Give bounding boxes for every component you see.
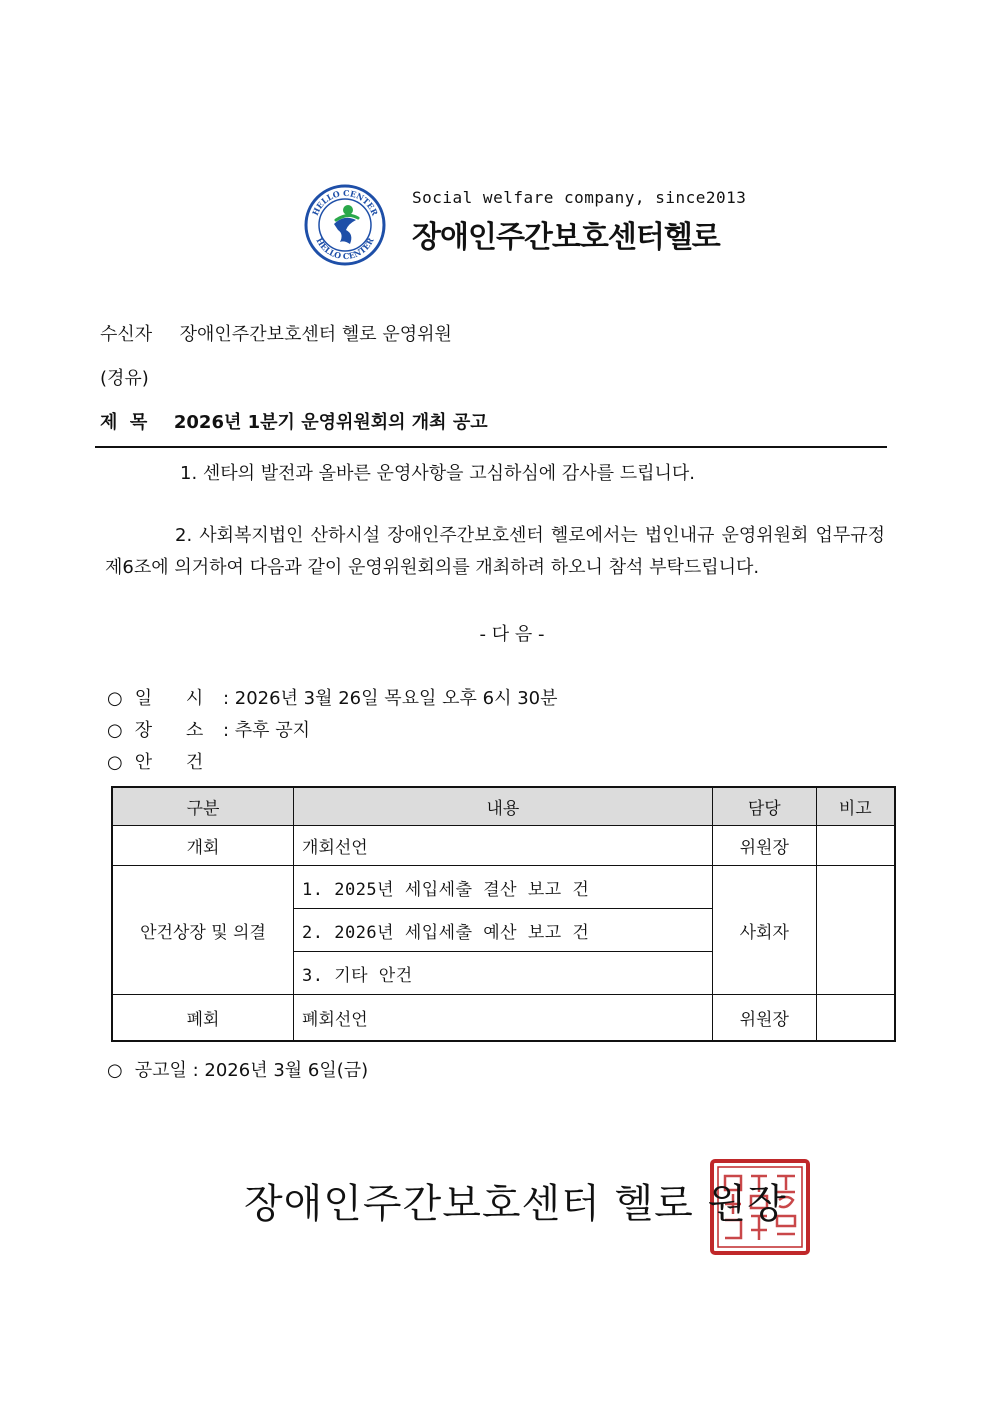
recipient-label: 수신자 bbox=[100, 324, 153, 345]
organization-title: 장애인주간보호센터헬로 bbox=[412, 220, 720, 255]
recipient-line bbox=[100, 320, 452, 346]
bullet-icon: ○ bbox=[107, 752, 123, 773]
table-row bbox=[112, 866, 895, 909]
cell-owner: 위원장 bbox=[712, 826, 816, 866]
date-item bbox=[107, 684, 558, 710]
cell-category: 개회 bbox=[112, 826, 294, 866]
svg-text:HELLO CENTER: HELLO CENTER bbox=[309, 187, 381, 218]
cell-content: 3. 기타 안건 bbox=[294, 952, 713, 995]
header-category: 구분 bbox=[112, 787, 294, 826]
hello-center-logo bbox=[304, 184, 386, 266]
agenda-label: 안 건 bbox=[134, 752, 218, 773]
via-label: (경유) bbox=[100, 368, 149, 389]
cell-note bbox=[816, 995, 895, 1042]
cell-content: 1. 2025년 세입세출 결산 보고 건 bbox=[294, 866, 713, 909]
header-note: 비고 bbox=[816, 787, 895, 826]
paragraph-2: 2. 사회복지법인 산하시설 장애인주간보호센터 헬로에서는 법인내규 운영위원회 업무규정 제6조에 의거하여 다음과 같이 운영위원회의를 개최하려 하오니 참석 부탁드립니다. bbox=[105, 525, 885, 578]
bullet-icon: ○ bbox=[107, 1060, 123, 1081]
paragraph-1: 1. 센타의 발전과 올바른 운영사항을 고심하심에 감사를 드립니다. bbox=[180, 463, 696, 484]
header-content: 내용 bbox=[294, 787, 713, 826]
subject-label: 제 목 bbox=[100, 412, 148, 433]
date-value: : 2026년 3월 26일 목요일 오후 6시 30분 bbox=[222, 688, 558, 709]
company-tagline: Social welfare company, since2013 bbox=[412, 188, 747, 207]
next-heading: - 다 음 - bbox=[479, 624, 545, 645]
cell-content: 개회선언 bbox=[294, 826, 713, 866]
header-owner: 담당 bbox=[712, 787, 816, 826]
cell-content: 폐회선언 bbox=[294, 995, 713, 1042]
bullet-icon: ○ bbox=[107, 688, 123, 709]
via-line bbox=[100, 364, 149, 390]
svg-text:HELLO CENTER: HELLO CENTER bbox=[314, 235, 376, 262]
place-label: 장 소 bbox=[134, 720, 218, 741]
announce-text: 공고일 : 2026년 3월 6일(금) bbox=[134, 1060, 369, 1081]
cell-content: 2. 2026년 세입세출 예산 보고 건 bbox=[294, 909, 713, 952]
cell-owner: 사회자 bbox=[712, 866, 816, 995]
cell-category: 폐회 bbox=[112, 995, 294, 1042]
cell-note bbox=[816, 826, 895, 866]
place-item bbox=[107, 716, 310, 742]
recipient-value: 장애인주간보호센터 헬로 운영위원 bbox=[179, 324, 452, 345]
cell-category: 안건상장 및 의결 bbox=[112, 866, 294, 995]
subject-value: 2026년 1분기 운영위원회의 개최 공고 bbox=[173, 412, 488, 433]
bullet-icon: ○ bbox=[107, 720, 123, 741]
cell-note bbox=[816, 866, 895, 995]
table-row bbox=[112, 995, 895, 1042]
signature-line: 장애인주간보호센터 헬로 원장 bbox=[244, 1181, 787, 1227]
subject-line bbox=[100, 408, 488, 434]
place-value: : 추후 공지 bbox=[222, 720, 311, 741]
header-divider bbox=[95, 446, 887, 448]
cell-owner: 위원장 bbox=[712, 995, 816, 1042]
date-label: 일 시 bbox=[134, 688, 218, 709]
announce-date bbox=[107, 1056, 368, 1082]
table-header-row bbox=[112, 787, 895, 826]
agenda-table bbox=[111, 786, 896, 1042]
agenda-item bbox=[107, 748, 217, 774]
table-row bbox=[112, 826, 895, 866]
